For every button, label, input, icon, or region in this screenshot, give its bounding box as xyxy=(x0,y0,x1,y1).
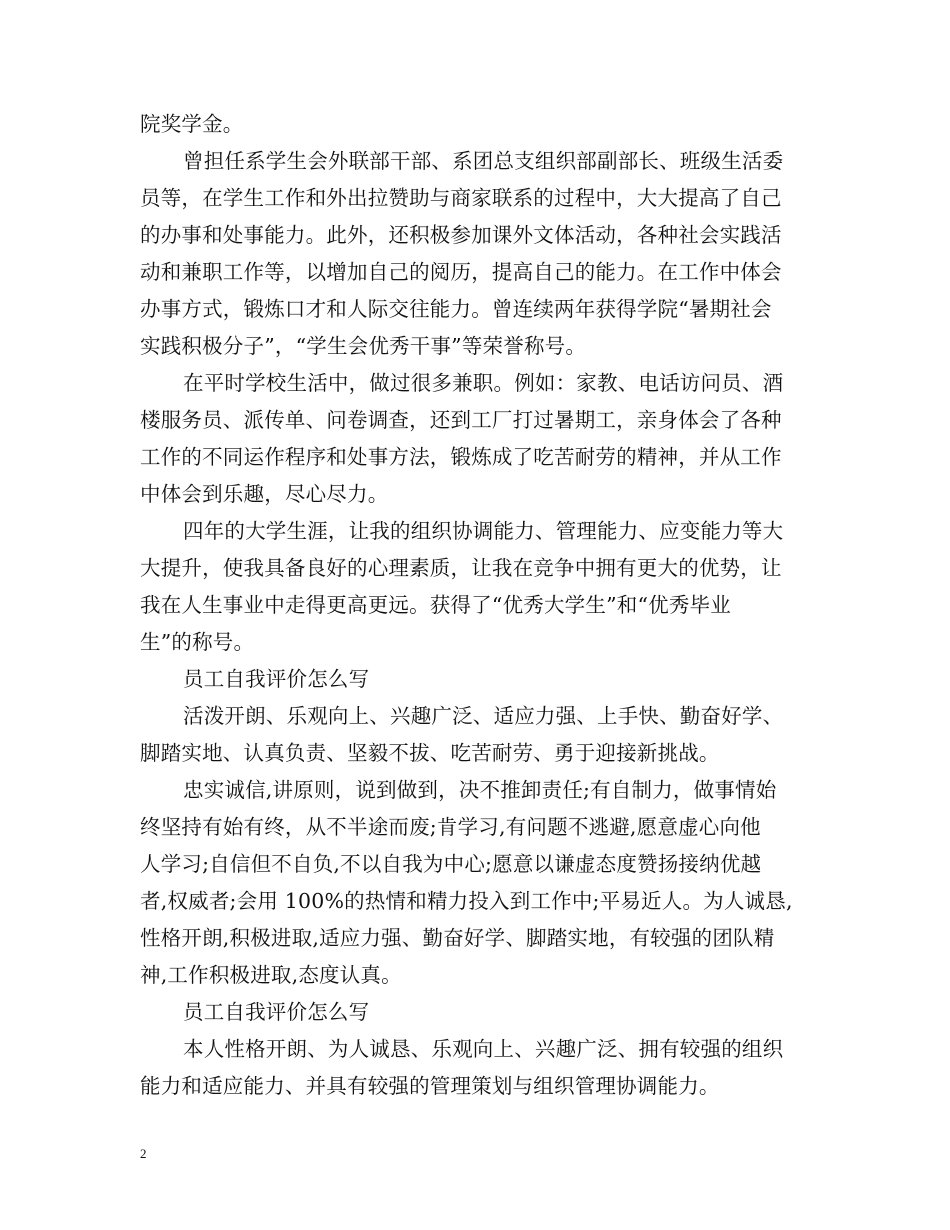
text-line: 员等，在学生工作和外出拉赞助与商家联系的过程中，大大提高了自己 xyxy=(140,186,782,210)
text-line: 工作的不同运作程序和处事方法，锻炼成了吃苦耐劳的精神，并从工作 xyxy=(140,445,782,469)
document-body xyxy=(140,106,820,1105)
text-line: 的办事和处事能力。此外，还积极参加课外文体活动，各种社会实践活 xyxy=(140,223,782,247)
text-line: 大提升，使我具备良好的心理素质，让我在竞争中拥有更大的优势，让 xyxy=(140,556,782,580)
text-line: 中体会到乐趣，尽心尽力。 xyxy=(140,482,389,506)
text-line: 者,权威者;会用 100%的热情和精力投入到工作中;平易近人。为人诚恳, xyxy=(140,889,793,913)
text-line: 人学习;自信但不自负,不以自我为中心;愿意以谦虚态度赞扬接纳优越 xyxy=(140,852,762,876)
text-line: 办事方式，锻炼口才和人际交往能力。曾连续两年获得学院“暑期社会 xyxy=(140,297,772,321)
text-line: 生”的称号。 xyxy=(140,630,255,654)
text-line: 我在人生事业中走得更高更远。获得了“优秀大学生”和“优秀毕业 xyxy=(140,593,731,617)
text-line: 实践积极分子”，“学生会优秀干事”等荣誉称号。 xyxy=(140,334,587,358)
text-line: 性格开朗,积极进取,适应力强、勤奋好学、脚踏实地，有较强的团队精 xyxy=(140,926,775,950)
text-line: 神,工作积极进取,态度认真。 xyxy=(140,963,402,987)
paragraph-start-line: 四年的大学生涯，让我的组织协调能力、管理能力、应变能力等大 xyxy=(183,519,784,543)
page-number: 2 xyxy=(140,1146,147,1161)
text-line: 楼服务员、派传单、问卷调查，还到工厂打过暑期工，亲身体会了各种 xyxy=(140,408,782,432)
paragraph-start-line: 活泼开朗、乐观向上、兴趣广泛、适应力强、上手快、勤奋好学、 xyxy=(183,704,784,728)
text-line: 院奖学金。 xyxy=(140,112,244,136)
paragraph-start-line: 曾担任系学生会外联部干部、系团总支组织部副部长、班级生活委 xyxy=(183,149,784,173)
paragraph-start-line: 在平时学校生活中，做过很多兼职。例如：家教、电话访问员、酒 xyxy=(183,371,784,395)
text-line: 能力和适应能力、并具有较强的管理策划与组织管理协调能力。 xyxy=(140,1074,720,1098)
text-line: 动和兼职工作等，以增加自己的阅历，提高自己的能力。在工作中体会 xyxy=(140,260,782,284)
paragraph-start-line: 本人性格开朗、为人诚恳、乐观向上、兴趣广泛、拥有较强的组织 xyxy=(183,1037,784,1061)
text-line: 终坚持有始有终，从不半途而废;肯学习,有问题不逃避,愿意虚心向他 xyxy=(140,815,761,839)
text-line: 脚踏实地、认真负责、坚毅不拔、吃苦耐劳、勇于迎接新挑战。 xyxy=(140,741,720,765)
paragraph-start-line: 忠实诚信,讲原则，说到做到，决不推卸责任;有自制力，做事情始 xyxy=(183,778,777,802)
section-heading: 员工自我评价怎么写 xyxy=(183,667,370,691)
section-heading: 员工自我评价怎么写 xyxy=(183,1000,370,1024)
